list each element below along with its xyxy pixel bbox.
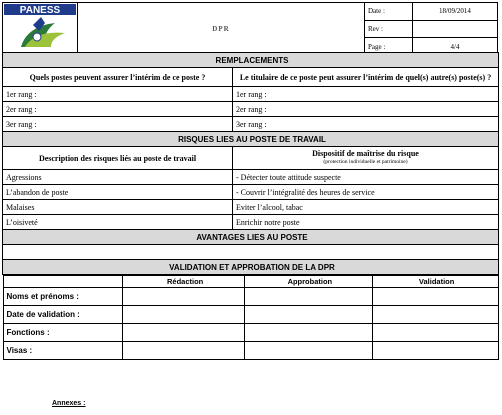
- validation-row-label: Date de validation :: [3, 306, 123, 324]
- validation-section-title: VALIDATION ET APPROBATION DE LA DPR: [3, 260, 499, 275]
- validation-cell: [244, 306, 372, 324]
- replacement-rank-1-right: 1er rang :: [233, 87, 499, 102]
- risks-measure-header-text: Dispositif de maîtrise du risque: [312, 149, 419, 158]
- date-label: Date :: [365, 3, 413, 21]
- validation-cell: [123, 324, 245, 342]
- date-value: 18/09/2014: [413, 3, 498, 21]
- paness-logo-icon: [3, 3, 77, 53]
- validation-cell: [244, 324, 372, 342]
- document-title: DPR: [78, 3, 365, 56]
- risks-description-header: Description des risques liés au poste de travail: [3, 147, 233, 170]
- validation-cell: [372, 324, 498, 342]
- validation-row-label: Visas :: [3, 342, 123, 360]
- advantages-section-title: AVANTAGES LIES AU POSTE: [3, 230, 499, 245]
- replacement-rank-1-left: 1er rang :: [3, 87, 233, 102]
- risk-measure: - Couvrir l’intégralité des heures de service: [233, 185, 499, 200]
- validation-cell: [123, 306, 245, 324]
- replacements-question-right: Le titulaire de ce poste peut assurer l’intérim de quel(s) autre(s) poste(s) ?: [233, 68, 499, 87]
- risks-measure-subheader: (protection individuelle et patrimoine): [323, 159, 408, 165]
- validation-cell: [372, 342, 498, 360]
- replacement-rank-2-left: 2er rang :: [3, 102, 233, 117]
- dpr-main-table: [2, 52, 499, 360]
- rev-value: [413, 20, 498, 38]
- risk-measure: Enrichir notre poste: [233, 215, 499, 230]
- risk-item: L’abandon de poste: [3, 185, 233, 200]
- risks-measure-header: [233, 147, 499, 170]
- validation-cell: [372, 306, 498, 324]
- validation-cell: [372, 288, 498, 306]
- page-value: 4/4: [413, 38, 498, 56]
- risks-section-title: RISQUES LIES AU POSTE DE TRAVAIL: [3, 132, 499, 147]
- validation-cell: [123, 342, 245, 360]
- validation-cell: [123, 288, 245, 306]
- replacements-section-title: REMPLACEMENTS: [3, 53, 499, 68]
- annexes-label: Annexes :: [52, 400, 86, 407]
- risk-measure: Eviter l’alcool, tabac: [233, 200, 499, 215]
- document-header: [2, 2, 498, 56]
- logo: [3, 3, 78, 56]
- rev-label: Rev :: [365, 20, 413, 38]
- page-label: Page :: [365, 38, 413, 56]
- validation-col-redaction: Rédaction: [123, 276, 245, 288]
- risk-measure: - Détecter toute attitude suspecte: [233, 170, 499, 185]
- validation-cell: [244, 288, 372, 306]
- risk-item: Agressions: [3, 170, 233, 185]
- replacement-rank-3-right: 3er rang :: [233, 117, 499, 132]
- logo-text: PANESS: [19, 5, 61, 16]
- risk-item: Malaises: [3, 200, 233, 215]
- replacement-rank-2-right: 2er rang :: [233, 102, 499, 117]
- replacements-question-left: Quels postes peuvent assurer l’intérim de ce poste ?: [3, 68, 233, 87]
- replacement-rank-3-left: 3er rang :: [3, 117, 233, 132]
- risk-item: L’oisiveté: [3, 215, 233, 230]
- validation-corner-cell: [3, 276, 123, 288]
- validation-row-label: Noms et prénoms :: [3, 288, 123, 306]
- advantages-content-area: [3, 245, 499, 260]
- validation-table: [3, 275, 499, 360]
- validation-row-label: Fonctions :: [3, 324, 123, 342]
- validation-col-approbation: Approbation: [244, 276, 372, 288]
- validation-col-validation: Validation: [372, 276, 498, 288]
- validation-cell: [244, 342, 372, 360]
